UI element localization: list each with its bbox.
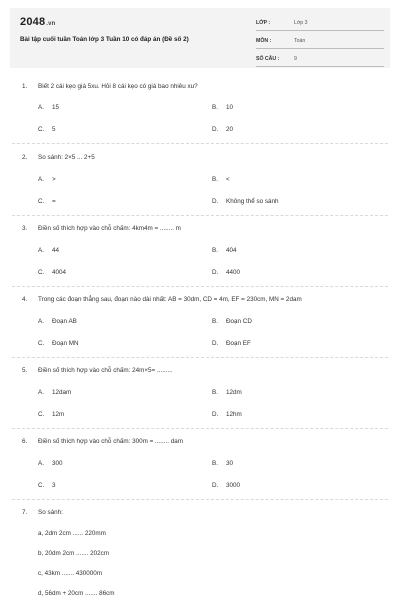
question-number: 1. xyxy=(22,83,28,90)
option-letter: B. xyxy=(212,389,218,396)
meta-row-subject xyxy=(256,36,384,49)
option-letter: C. xyxy=(38,198,45,205)
option-text: 12dam xyxy=(52,389,72,396)
question-text: Biết 2 cái kẹo giá 5xu. Hỏi 8 cái kẹo có giá bao nhiêu xu? xyxy=(38,83,198,90)
option-d[interactable] xyxy=(212,198,279,205)
site-logo[interactable] xyxy=(20,16,56,28)
option-letter: B. xyxy=(212,176,218,183)
question-text: So sánh: 2×5 ... 2+5 xyxy=(38,154,95,161)
question-number: 3. xyxy=(22,225,28,232)
option-letter: A. xyxy=(38,318,44,325)
option-letter: D. xyxy=(212,126,219,133)
option-c[interactable] xyxy=(38,198,56,205)
option-b[interactable] xyxy=(212,318,252,325)
question-number: 7. xyxy=(22,509,28,516)
meta-row-class xyxy=(256,18,384,31)
option-letter: D. xyxy=(212,198,219,205)
option-a[interactable] xyxy=(38,104,59,111)
option-d[interactable] xyxy=(212,411,242,418)
meta-value: Lớp 3 xyxy=(294,20,308,26)
option-letter: A. xyxy=(38,176,44,183)
option-text: Đoạn AB xyxy=(52,318,77,325)
divider xyxy=(12,143,388,144)
option-text: Đoạn EF xyxy=(226,340,251,347)
divider xyxy=(12,499,388,500)
question-number: 2. xyxy=(22,154,28,161)
option-c[interactable] xyxy=(38,269,66,276)
option-b[interactable] xyxy=(212,460,233,467)
meta-label: MÔN : xyxy=(256,38,272,44)
worksheet-header xyxy=(10,8,390,68)
question-text: Trong các đoạn thẳng sau, đoạn nào dài nhất: AB = 30dm, CD = 4m, EF = 230cm, MN = 2dam xyxy=(38,296,302,303)
option-c[interactable] xyxy=(38,482,56,489)
question-text: So sánh: xyxy=(38,509,63,516)
option-text: 10 xyxy=(226,104,234,111)
option-letter: B. xyxy=(212,247,218,254)
option-text: 404 xyxy=(226,247,237,254)
question-number: 4. xyxy=(22,296,28,303)
option-text: Không thể so sánh xyxy=(226,198,279,205)
option-text: 12m xyxy=(52,411,65,418)
logo-text: 2048 xyxy=(20,16,46,28)
option-d[interactable] xyxy=(212,340,251,347)
meta-row-count xyxy=(256,54,384,67)
option-a[interactable] xyxy=(38,176,56,183)
option-text: 20 xyxy=(226,126,234,133)
option-d[interactable] xyxy=(212,126,233,133)
divider xyxy=(12,428,388,429)
divider xyxy=(12,215,388,216)
option-text: > xyxy=(52,176,56,183)
option-text: 300 xyxy=(52,460,63,467)
meta-label: SỐ CÂU : xyxy=(256,56,280,62)
meta-value: 9 xyxy=(294,56,297,62)
option-text: = xyxy=(52,198,56,205)
option-letter: C. xyxy=(38,340,45,347)
option-d[interactable] xyxy=(212,482,240,489)
option-text: 5 xyxy=(52,126,56,133)
meta-label: LỚP : xyxy=(256,20,271,26)
option-b[interactable] xyxy=(212,389,242,396)
question-number: 5. xyxy=(22,367,28,374)
option-c[interactable] xyxy=(38,411,64,418)
sub-item: d, 56dm + 20cm ....... 86cm xyxy=(38,590,115,597)
option-letter: D. xyxy=(212,340,219,347)
option-letter: C. xyxy=(38,269,45,276)
option-a[interactable] xyxy=(38,389,71,396)
option-letter: C. xyxy=(38,411,45,418)
divider xyxy=(12,357,388,358)
logo-suffix: .vn xyxy=(46,21,56,27)
option-a[interactable] xyxy=(38,460,63,467)
option-a[interactable] xyxy=(38,247,59,254)
option-text: 12hm xyxy=(226,411,242,418)
option-b[interactable] xyxy=(212,176,230,183)
divider xyxy=(12,286,388,287)
option-letter: A. xyxy=(38,104,44,111)
option-text: 3 xyxy=(52,482,56,489)
option-letter: C. xyxy=(38,126,45,133)
option-a[interactable] xyxy=(38,318,77,325)
sub-item: b, 20dm 2cm ....... 202cm xyxy=(38,550,110,557)
question-text: Điền số thích hợp vào chỗ chấm: 24m×5= ......... xyxy=(38,367,173,374)
option-letter: B. xyxy=(212,104,218,111)
option-letter: B. xyxy=(212,318,218,325)
option-text: 4004 xyxy=(52,269,67,276)
option-b[interactable] xyxy=(212,104,233,111)
sub-item: a, 2dm 2cm ...... 220mm xyxy=(38,530,106,537)
option-letter: B. xyxy=(212,460,218,467)
option-c[interactable] xyxy=(38,340,79,347)
meta-value: Toán xyxy=(294,38,306,44)
meta-info xyxy=(256,18,384,72)
option-text: < xyxy=(226,176,230,183)
option-text: 3000 xyxy=(226,482,241,489)
option-letter: A. xyxy=(38,460,44,467)
sub-item: c, 43km ....... 430000m xyxy=(38,570,103,577)
document-title: Bài tập cuối tuần Toán lớp 3 Tuần 10 có đáp án (Đề số 2) xyxy=(20,36,189,43)
question-number: 6. xyxy=(22,438,28,445)
option-text: Đoạn MN xyxy=(52,340,79,347)
option-text: 15 xyxy=(52,104,60,111)
option-text: 30 xyxy=(226,460,234,467)
question-text: Điền số thích hợp vào chỗ chấm: 300m = ........ dam xyxy=(38,438,184,445)
option-letter: D. xyxy=(212,269,219,276)
option-text: 12dm xyxy=(226,389,242,396)
option-b[interactable] xyxy=(212,247,237,254)
option-text: 4400 xyxy=(226,269,241,276)
option-letter: C. xyxy=(38,482,45,489)
option-d[interactable] xyxy=(212,269,240,276)
option-letter: A. xyxy=(38,247,44,254)
option-letter: D. xyxy=(212,411,219,418)
option-text: 44 xyxy=(52,247,60,254)
question-text: Điền số thích hợp vào chỗ chấm: 4km4m = ........ m xyxy=(38,225,181,232)
option-letter: A. xyxy=(38,389,44,396)
option-c[interactable] xyxy=(38,126,56,133)
option-text: Đoạn CD xyxy=(226,318,252,325)
option-letter: D. xyxy=(212,482,219,489)
